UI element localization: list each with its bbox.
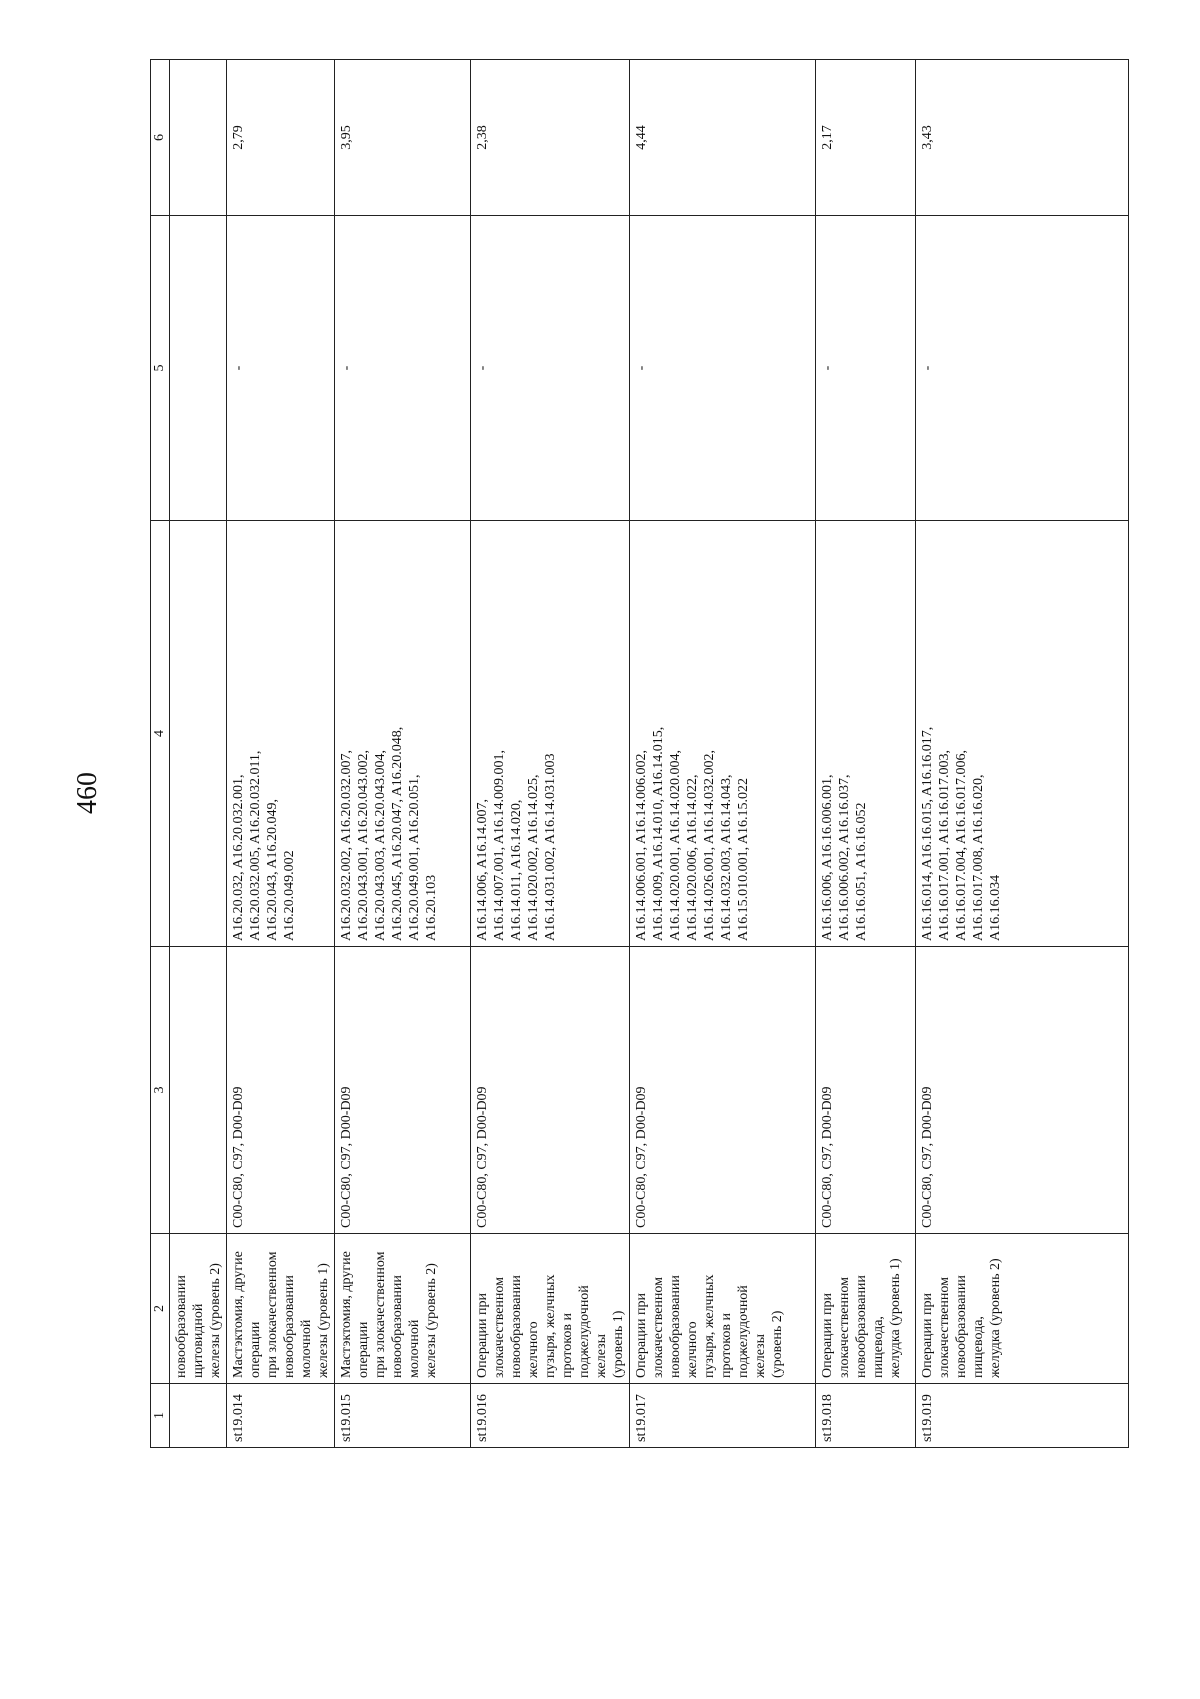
table-container bbox=[150, 60, 1110, 1448]
coefficient-cell bbox=[170, 60, 227, 216]
table-row bbox=[471, 60, 630, 1448]
name-cell: Мастэктомия, другие операции при злокачественном новообразовании молочной железы (уровень 1) bbox=[227, 1234, 335, 1384]
code-cell bbox=[170, 1384, 227, 1448]
name-cell: Операции при злокачественном новообразовании желчного пузыря, желчных протоков и поджелудочной железы (уровень 2) bbox=[630, 1234, 816, 1384]
code-cell: st19.014 bbox=[227, 1384, 335, 1448]
coefficient-cell: 2,38 bbox=[471, 60, 630, 216]
column-5-cell: - bbox=[227, 216, 335, 521]
name-cell: Мастэктомия, другие операции при злокачественном новообразовании молочной железы (уровень 2) bbox=[335, 1234, 471, 1384]
service-codes-cell bbox=[170, 521, 227, 947]
column-5-cell: - bbox=[630, 216, 816, 521]
coefficient-cell: 3,95 bbox=[335, 60, 471, 216]
name-cell: Операции при злокачественном новообразовании желчного пузыря, желчных протоков и поджелудочной железы (уровень 1) bbox=[471, 1234, 630, 1384]
header-row bbox=[151, 60, 170, 1448]
service-codes-cell: A16.14.006, A16.14.007, A16.14.007.001, A16.14.009.001, A16.14.011, A16.14.020, A16.14.020.002, A16.14.025, A16.14.031.002, A16.14.031.003 bbox=[471, 521, 630, 947]
icd-codes-cell bbox=[170, 947, 227, 1234]
coefficient-cell: 2,17 bbox=[816, 60, 916, 216]
icd-codes-cell: C00-C80, C97, D00-D09 bbox=[916, 947, 1129, 1234]
column-5-cell: - bbox=[471, 216, 630, 521]
icd-codes-cell: C00-C80, C97, D00-D09 bbox=[471, 947, 630, 1234]
service-codes-cell: A16.20.032.002, A16.20.032.007, A16.20.043.001, A16.20.043.002, A16.20.043.003, A16.20.043.004, A16.20.045, A16.20.047, A16.20.048, A16.20.049.001, A16.20.051, A16.20.103 bbox=[335, 521, 471, 947]
name-cell: Операции при злокачественном новообразовании пищевода, желудка (уровень 2) bbox=[916, 1234, 1129, 1384]
icd-codes-cell: C00-C80, C97, D00-D09 bbox=[816, 947, 916, 1234]
data-table bbox=[150, 59, 1129, 1448]
service-codes-cell: A16.16.006, A16.16.006.001, A16.16.006.002, A16.16.037, A16.16.051, A16.16.052 bbox=[816, 521, 916, 947]
service-codes-cell: A16.20.032, A16.20.032.001, A16.20.032.005, A16.20.032.011, A16.20.043, A16.20.049, A16.20.049.002 bbox=[227, 521, 335, 947]
column-5-cell bbox=[170, 216, 227, 521]
table-row bbox=[335, 60, 471, 1448]
name-cell: новообразовании щитовидной железы (уровень 2) bbox=[170, 1234, 227, 1384]
icd-codes-cell: C00-C80, C97, D00-D09 bbox=[227, 947, 335, 1234]
column-5-cell: - bbox=[816, 216, 916, 521]
coefficient-cell: 4,44 bbox=[630, 60, 816, 216]
coefficient-cell: 2,79 bbox=[227, 60, 335, 216]
name-cell: Операции при злокачественном новообразовании пищевода, желудка (уровень 1) bbox=[816, 1234, 916, 1384]
code-cell: st19.019 bbox=[916, 1384, 1129, 1448]
icd-codes-cell: C00-C80, C97, D00-D09 bbox=[630, 947, 816, 1234]
table-row bbox=[916, 60, 1129, 1448]
code-cell: st19.015 bbox=[335, 1384, 471, 1448]
column-5-cell: - bbox=[916, 216, 1129, 521]
icd-codes-cell: C00-C80, C97, D00-D09 bbox=[335, 947, 471, 1234]
table-row bbox=[170, 60, 227, 1448]
page-number: 460 bbox=[72, 772, 103, 814]
header-cell: 3 bbox=[151, 947, 170, 1234]
table-row bbox=[816, 60, 916, 1448]
code-cell: st19.016 bbox=[471, 1384, 630, 1448]
coefficient-cell: 3,43 bbox=[916, 60, 1129, 216]
column-5-cell: - bbox=[335, 216, 471, 521]
table-row bbox=[630, 60, 816, 1448]
table-row bbox=[227, 60, 335, 1448]
code-cell: st19.017 bbox=[630, 1384, 816, 1448]
code-cell: st19.018 bbox=[816, 1384, 916, 1448]
header-cell: 4 bbox=[151, 521, 170, 947]
header-cell: 1 bbox=[151, 1384, 170, 1448]
service-codes-cell: A16.14.006.001, A16.14.006.002, A16.14.009, A16.14.010, A16.14.015, A16.14.020.001, A16.14.020.004, A16.14.020.006, A16.14.022, A16.14.026.001, A16.14.032.002, A16.14.032.003, A16.14.043, A16.15.010.001, A16.15.022 bbox=[630, 521, 816, 947]
service-codes-cell: A16.16.014, A16.16.015, A16.16.017, A16.16.017.001, A16.16.017.003, A16.16.017.004, A16.16.017.006, A16.16.017.008, A16.16.020, A16.16.034 bbox=[916, 521, 1129, 947]
header-cell: 5 bbox=[151, 216, 170, 521]
header-cell: 6 bbox=[151, 60, 170, 216]
header-cell: 2 bbox=[151, 1234, 170, 1384]
